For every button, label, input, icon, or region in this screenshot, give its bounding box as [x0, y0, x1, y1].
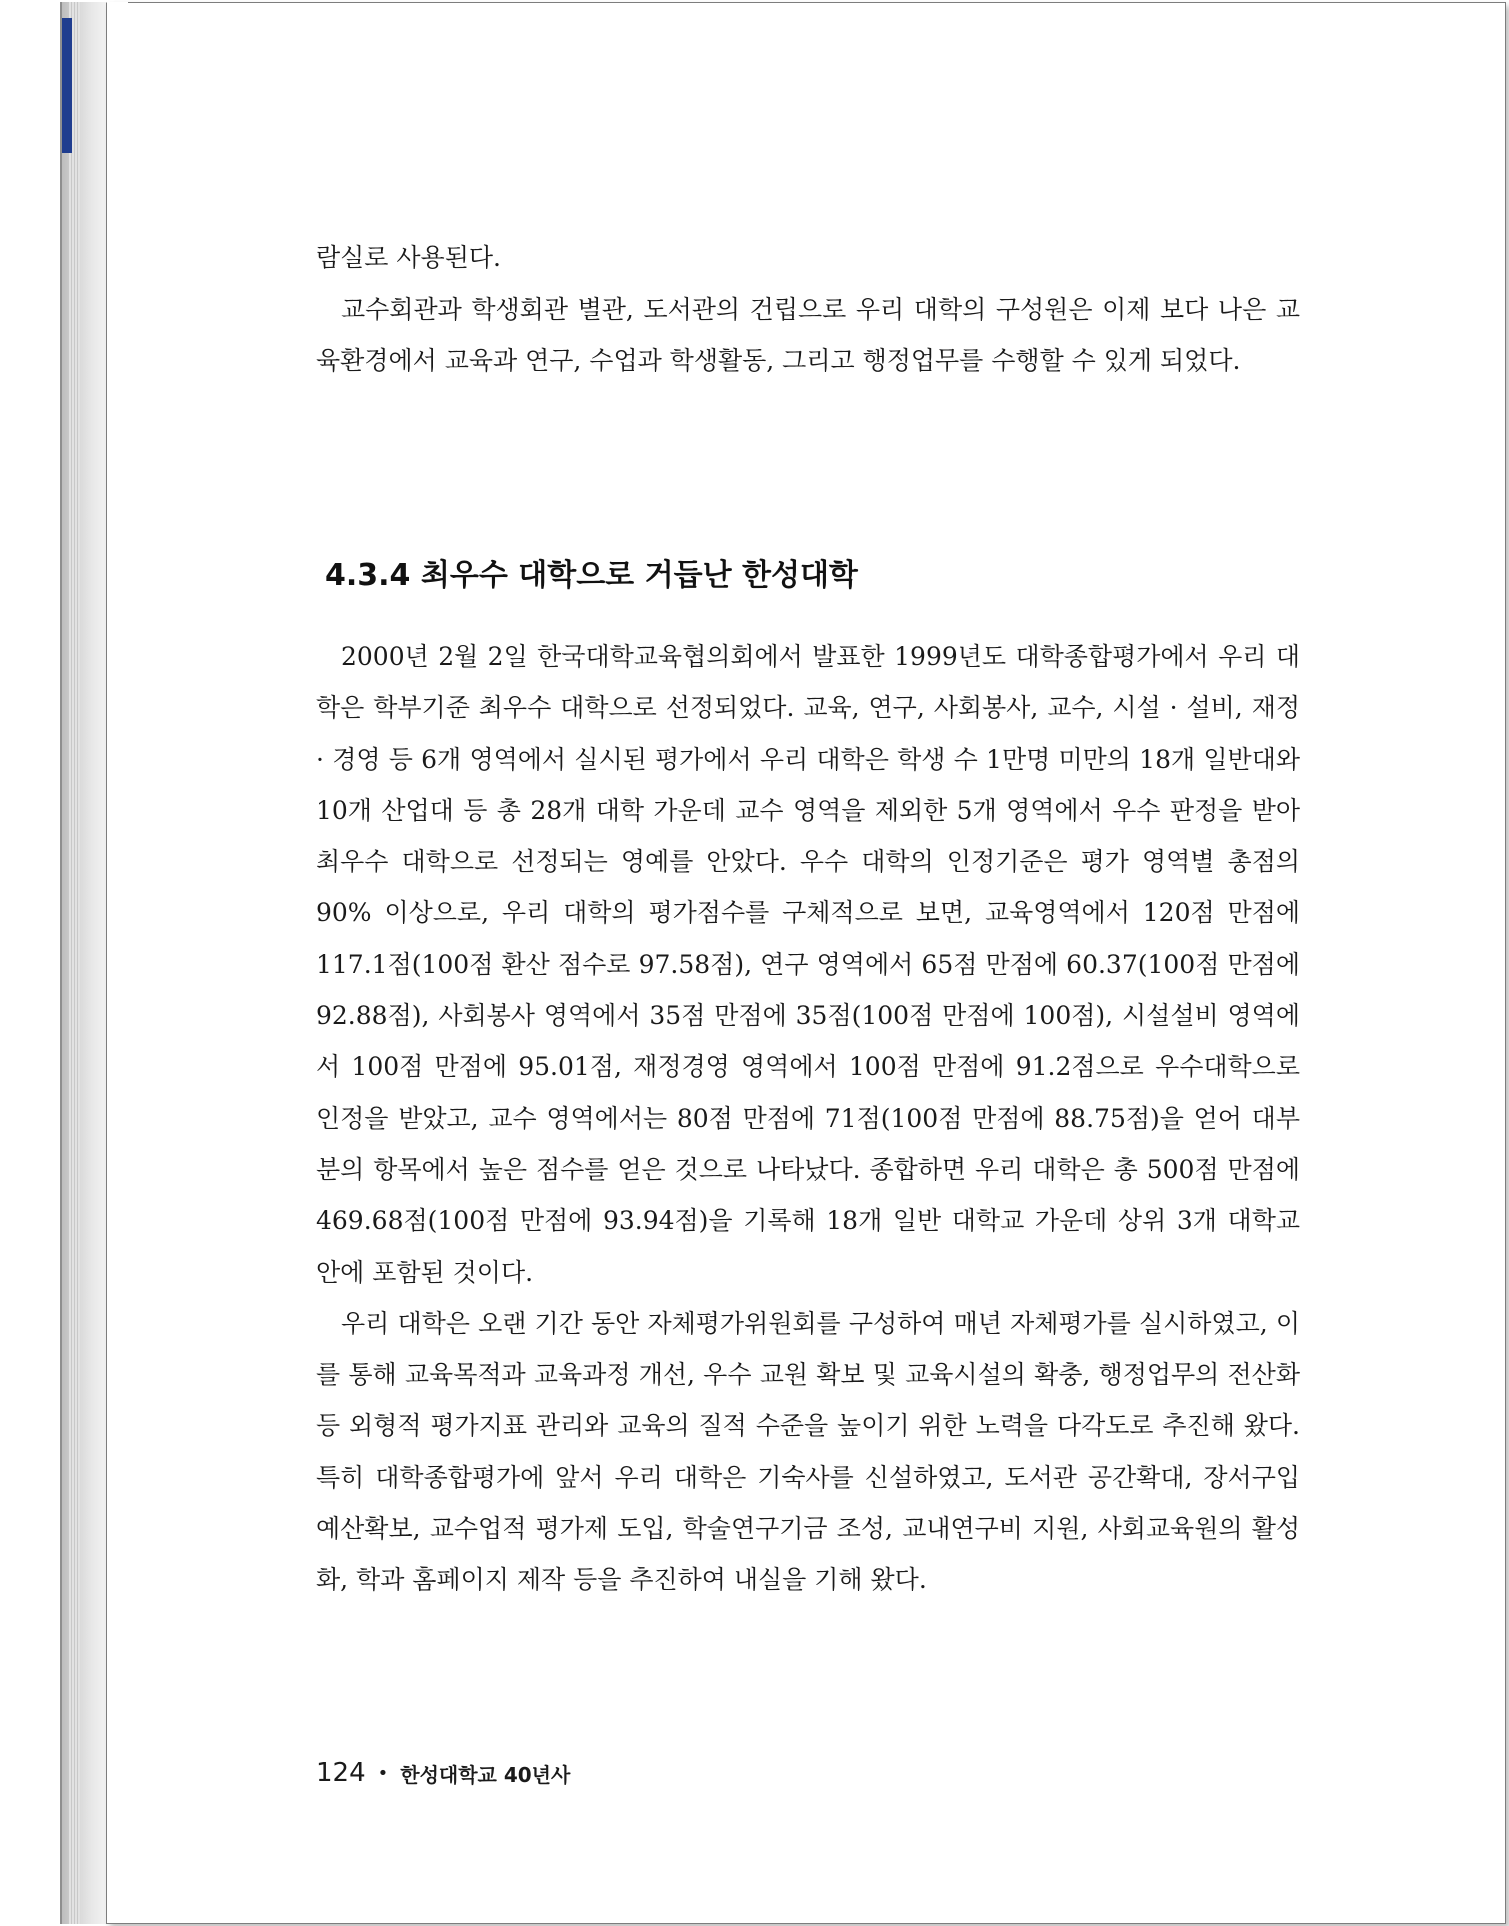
- paragraph-continuation: 람실로 사용된다.: [316, 243, 501, 272]
- footer-book-title: 한성대학교 40년사: [400, 1762, 571, 1787]
- page-number: 124: [316, 1758, 366, 1788]
- paragraph-evaluation: 2000년 2월 2일 한국대학교육협의회에서 발표한 1999년도 대학종합평가에서 우리 대학은 학부기준 최우수 대학으로 선정되었다. 교육, 연구, 사회봉사, 교수, 시설 · 설비, 재정 · 경영 등 6개 영역에서 실시된 평가에서 우리 대학은 학생 수 1만명 미만의 18개 일반대와 10개 산업대 등 총 28개 대학 가운데 교수 영역을 제외한 5개 영역에서 우수 판정을 받아 최우수 대학으로 선정되는 영예를 안았다. 우수 대학의 인정기준은 평가 영역별 총점의 90% 이상으로, 우리 대학의 평가점수를 구체적으로 보면, 교육영역에서 120점 만점에 117.1점(100점 환산 점수로 97.58점), 연구 영역에서 65점 만점에 60.37(100점 만점에 92.88점), 사회봉사 영역에서 35점 만점에 35점(100점 만점에 100점), 시설설비 영역에서 100점 만점에 95.01점, 재정경영 영역에서 100점 만점에 91.2점으로 우수대학으로 인정을 받았고, 교수 영역에서는 80점 만점에 71점(100점 만점에 88.75점)을 얻어 대부분의 항목에서 높은 점수를 얻은 것으로 나타났다. 종합하면 우리 대학은 총 500점 만점에 469.68점(100점 만점에 93.94점)을 기록해 18개 일반 대학교 가운데 상위 3개 대학교 안에 포함된 것이다.: [316, 642, 1300, 1287]
- page-footer: [316, 1758, 570, 1788]
- section-heading: 4.3.4 최우수 대학으로 거듭난 한성대학: [325, 558, 858, 593]
- paragraph-buildings: 교수회관과 학생회관 별관, 도서관의 건립으로 우리 대학의 구성원은 이제 보다 나은 교육환경에서 교육과 연구, 수업과 학생활동, 그리고 행정업무를 수행할 수 있게 되었다.: [316, 294, 1300, 375]
- page-corner: [106, 2, 128, 24]
- footer-bullet: •: [377, 1762, 389, 1784]
- intro-text: [316, 232, 1300, 387]
- section-body: [316, 631, 1300, 1606]
- spine-accent-stripe: [62, 18, 72, 153]
- paragraph-self-evaluation: 우리 대학은 오랜 기간 동안 자체평가위원회를 구성하여 매년 자체평가를 실시하였고, 이를 통해 교육목적과 교육과정 개선, 우수 교원 확보 및 교육시설의 확충, 행정업무의 전산화 등 외형적 평가지표 관리와 교육의 질적 수준을 높이기 위한 노력을 다각도로 추진해 왔다. 특히 대학종합평가에 앞서 우리 대학은 기숙사를 신설하였고, 도서관 공간확대, 장서구입 예산확보, 교수업적 평가제 도입, 학술연구기금 조성, 교내연구비 지원, 사회교육원의 활성화, 학과 홈페이지 제작 등을 추진하여 내실을 기해 왔다.: [316, 1308, 1300, 1595]
- book-edge: [60, 2, 112, 1924]
